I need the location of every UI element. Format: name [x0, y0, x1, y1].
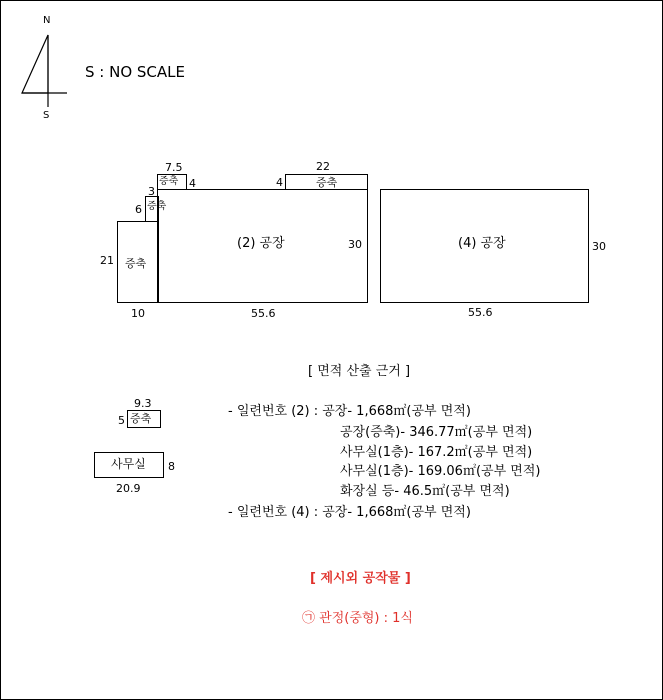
- side-extension-label: 증축: [130, 412, 152, 425]
- factory-4-dim-right: 30: [592, 240, 606, 253]
- north-label: N: [43, 15, 51, 26]
- extension-top-right-label: 증축: [316, 176, 338, 189]
- basis-title: [ 면적 산출 근거 ]: [308, 364, 411, 379]
- office-dim-bottom: 20.9: [116, 482, 141, 495]
- side-extension-dim-top: 9.3: [134, 397, 152, 410]
- extension-top-right-dim-left: 4: [276, 176, 283, 189]
- basis-line: - 일련번호 (2) : 공장- 1,668㎡(공부 면적): [228, 404, 471, 419]
- extension-top-small-dim-left: 3: [148, 185, 155, 198]
- extension-top-small-label: 증축: [159, 176, 179, 187]
- office-dim-right: 8: [168, 460, 175, 473]
- excluded-title: [ 제시외 공작물 ]: [310, 571, 411, 586]
- factory-2-dim-bottom: 55.6: [251, 307, 276, 320]
- basis-line: - 일련번호 (4) : 공장- 1,668㎡(공부 면적): [228, 505, 471, 520]
- extension-left-large-label: 증축: [125, 257, 147, 270]
- extension-top-small-dim-right: 4: [189, 177, 196, 190]
- side-extension-dim-left: 5: [118, 414, 125, 427]
- south-label: S: [43, 110, 50, 121]
- factory-4-dim-bottom: 55.6: [468, 306, 493, 319]
- excluded-item: ㉠ 관정(중형) : 1식: [302, 611, 413, 626]
- basis-line: 공장(증축)- 346.77㎡(공부 면적): [340, 425, 533, 440]
- office-label: 사무실: [111, 457, 146, 471]
- extension-left-large-dim-bottom: 10: [131, 307, 145, 320]
- extension-left-small-label: 증축: [147, 201, 167, 212]
- factory-2-dim-right: 30: [348, 238, 362, 251]
- basis-line: 화장실 등- 46.5㎡(공부 면적): [340, 484, 510, 499]
- basis-line: 사무실(1층)- 167.2㎡(공부 면적): [340, 445, 533, 460]
- factory-4-label: (4) 공장: [458, 236, 506, 251]
- extension-top-small-dim-top: 7.5: [165, 161, 183, 174]
- north-arrow-icon: [1, 1, 81, 131]
- basis-line: 사무실(1층)- 169.06㎡(공부 면적): [340, 464, 541, 479]
- factory-2-label: (2) 공장: [237, 236, 285, 251]
- extension-left-small-dim-left: 6: [135, 203, 142, 216]
- extension-top-right-dim-top: 22: [316, 160, 330, 173]
- scale-text: S : NO SCALE: [85, 63, 185, 81]
- extension-left-large-dim-left: 21: [100, 254, 114, 267]
